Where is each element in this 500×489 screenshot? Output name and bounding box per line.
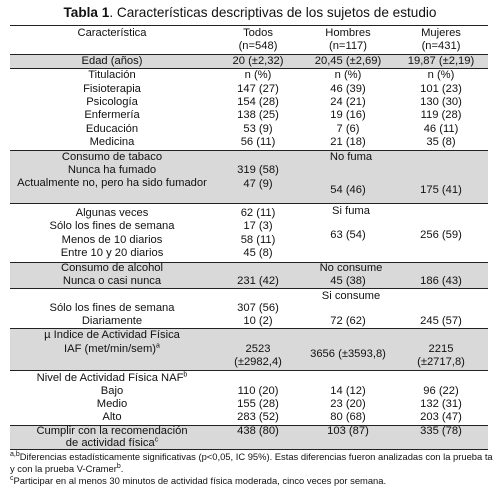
row-nunca-fumado-todos: 319 (58)	[237, 164, 279, 176]
row-fines1-todos: 17 (3)	[243, 220, 273, 232]
row-algunas-todos: 62 (11)	[240, 207, 276, 219]
row-actual-no-label: Actualmente no, pero ha sido fumador	[17, 177, 207, 189]
row-fines2-todos: 307 (56)	[237, 302, 279, 314]
row-medio-label: Medio	[96, 398, 128, 410]
row-sifuma-mujeres: 256 (59)	[420, 229, 462, 241]
header-caracteristica: Característica	[77, 27, 147, 39]
row-iaf-todos2: (±2982,4)	[234, 356, 282, 368]
row-nunca-casi-label: Nunca o casi nunca	[62, 275, 162, 287]
row-medio-hombres: 23 (20)	[330, 398, 366, 410]
row-siconsume: Si consume	[321, 290, 381, 302]
row-alcohol-label: Consumo de alcohol	[61, 262, 163, 274]
row-bajo-hombres: 14 (12)	[330, 385, 366, 397]
row-fines2-label: Sólo los fines de semana	[49, 302, 175, 314]
row-alto-todos: 283 (52)	[237, 411, 279, 423]
row-bajo-label: Bajo	[100, 385, 124, 397]
row-iaf-label2-text: IAF (met/min/sem)	[64, 343, 157, 355]
table-title	[0, 5, 500, 20]
row-iaf-todos1: 2523	[245, 343, 271, 355]
row-entre10-todos: 45 (8)	[243, 247, 273, 259]
row-edad-hombres: 20,45 (±2,69)	[314, 55, 382, 67]
header-todos: Todos	[243, 27, 273, 39]
row-iaf-label2	[10, 343, 214, 356]
row-iaf-label1: µ Indice de Actividad Física	[44, 329, 180, 341]
row-medi-todos: 56 (11)	[240, 136, 276, 148]
row-cumplir-label2-text: de actividad física	[65, 437, 155, 449]
rule-5	[10, 288, 488, 289]
row-psico-hombres: 24 (21)	[330, 96, 366, 108]
row-entre10-label: Entre 10 y 20 diarios	[60, 247, 164, 259]
row-cumplir-todos: 438 (80)	[237, 425, 279, 437]
footnote-ab-end-sup: b	[116, 462, 121, 470]
row-edad-label: Edad (años)	[81, 55, 143, 67]
row-psico-mujeres: 130 (30)	[420, 96, 462, 108]
row-alcohol-noconsume: No consume	[319, 262, 383, 274]
row-naf-sup: b	[183, 371, 188, 379]
row-fisio-label: Fisioterapia	[83, 83, 141, 95]
row-cumplir-sup: c	[154, 436, 159, 444]
row-alto-hombres: 80 (68)	[330, 411, 366, 423]
row-medio-todos: 155 (28)	[237, 398, 279, 410]
row-fisio-todos: 147 (27)	[237, 83, 279, 95]
row-titulacion-todos: n (%)	[244, 69, 272, 81]
row-medi-label: Medicina	[89, 136, 135, 148]
header-hombres: Hombres	[325, 27, 371, 39]
row-nunca-casi-mujeres: 186 (43)	[420, 275, 462, 287]
row-diario-label: Diariamente	[81, 315, 143, 327]
row-fisio-mujeres: 101 (23)	[420, 83, 462, 95]
row-alto-label: Alto	[102, 411, 122, 423]
row-nunca-casi-todos: 231 (42)	[237, 275, 279, 287]
row-educ-todos: 53 (9)	[243, 123, 273, 135]
row-nofuma-hombres: 54 (46)	[330, 184, 366, 196]
footnote-ab-end: .	[120, 463, 124, 474]
row-bajo-mujeres: 96 (22)	[423, 385, 459, 397]
row-enfer-mujeres: 119 (28)	[420, 109, 462, 121]
footnote-c	[10, 475, 495, 487]
row-fines1-label: Sólo los fines de semana	[49, 220, 175, 232]
row-medi-hombres: 21 (18)	[330, 136, 366, 148]
footnote-ab-sup: a,b	[10, 450, 20, 458]
footnote-c-text: Participar en al menos 30 minutos de actividad física moderada, cinco veces por semana.	[13, 475, 387, 486]
footnote-ab	[10, 451, 495, 475]
row-titulacion-mujeres: n (%)	[427, 69, 455, 81]
table-number: Tabla 1	[63, 5, 110, 20]
row-menos10-label: Menos de 10 diarios	[61, 234, 163, 246]
footnote-c-sup: c	[10, 474, 14, 482]
row-medio-mujeres: 132 (31)	[420, 398, 462, 410]
row-sifuma: Si fuma	[332, 205, 370, 217]
row-psico-label: Psicología	[86, 96, 138, 108]
row-siconsume-hombres: 72 (62)	[330, 315, 366, 327]
row-naf-label	[10, 372, 214, 385]
row-iaf-sup: a	[156, 342, 160, 350]
row-titulacion-hombres: n (%)	[334, 69, 362, 81]
row-educ-mujeres: 46 (11)	[423, 123, 459, 135]
header-mujeres: Mujeres	[421, 27, 461, 39]
row-menos10-todos: 58 (11)	[240, 234, 276, 246]
row-sifuma-hombres: 63 (54)	[330, 229, 366, 241]
row-naf-label-text: Nivel de Actividad Física NAF	[36, 372, 184, 384]
row-edad-mujeres: 19,87 (±2,19)	[407, 55, 475, 67]
row-edad-todos: 20 (±2,32)	[232, 55, 284, 67]
row-nunca-fumado-label: Nunca ha fumado	[67, 164, 157, 176]
rule-3	[10, 203, 488, 204]
row-iaf-mujeres1: 2215	[428, 343, 454, 355]
row-siconsume-mujeres: 245 (57)	[420, 315, 462, 327]
row-diario-todos: 10 (2)	[243, 315, 273, 327]
rule-7	[10, 370, 488, 371]
row-psico-todos: 154 (28)	[237, 96, 279, 108]
row-cumplir-mujeres: 335 (78)	[420, 425, 462, 437]
row-algunas-label: Algunas veces	[75, 207, 149, 219]
row-iaf-hombres: 3656 (±3593,8)	[310, 348, 386, 360]
header-todos-n: (n=548)	[238, 40, 278, 52]
row-actual-no-todos: 47 (9)	[243, 178, 273, 190]
row-enfer-hombres: 19 (16)	[330, 109, 366, 121]
table-caption: . Características descriptivas de los sujetos de estudio	[109, 5, 437, 20]
row-cumplir-hombres: 103 (87)	[327, 425, 369, 437]
rule-top	[10, 25, 488, 26]
row-bajo-todos: 110 (20)	[237, 385, 279, 397]
row-cumplir-label1: Cumplir con la recomendación	[36, 425, 188, 437]
row-cumplir-label2	[10, 437, 214, 450]
row-tabaco-label: Consumo de tabaco	[61, 151, 163, 163]
row-iaf-mujeres2: (±2717,8)	[417, 356, 465, 368]
row-titulacion-label: Titulación	[88, 69, 136, 81]
row-fisio-hombres: 46 (39)	[330, 83, 366, 95]
row-nofuma-mujeres: 175 (41)	[420, 184, 462, 196]
header-mujeres-n: (n=431)	[421, 40, 461, 52]
footnote-ab-text: Diferencias estadísticamente significativas (p<0,05, IC 95%). Estas diferencias fueron analizadas con la prueba ta y con la prueba V-Cramer	[10, 451, 493, 474]
row-tabaco-nofuma: No fuma	[329, 151, 373, 163]
row-medi-mujeres: 35 (8)	[426, 136, 456, 148]
row-alto-mujeres: 203 (47)	[420, 411, 462, 423]
row-educ-hombres: 7 (6)	[336, 123, 360, 135]
row-nunca-casi-hombres: 45 (38)	[330, 275, 366, 287]
row-educ-label: Educación	[85, 123, 139, 135]
row-enfer-todos: 138 (25)	[237, 109, 279, 121]
row-enfer-label: Enfermería	[84, 109, 140, 121]
header-hombres-n: (n=117)	[328, 40, 368, 52]
